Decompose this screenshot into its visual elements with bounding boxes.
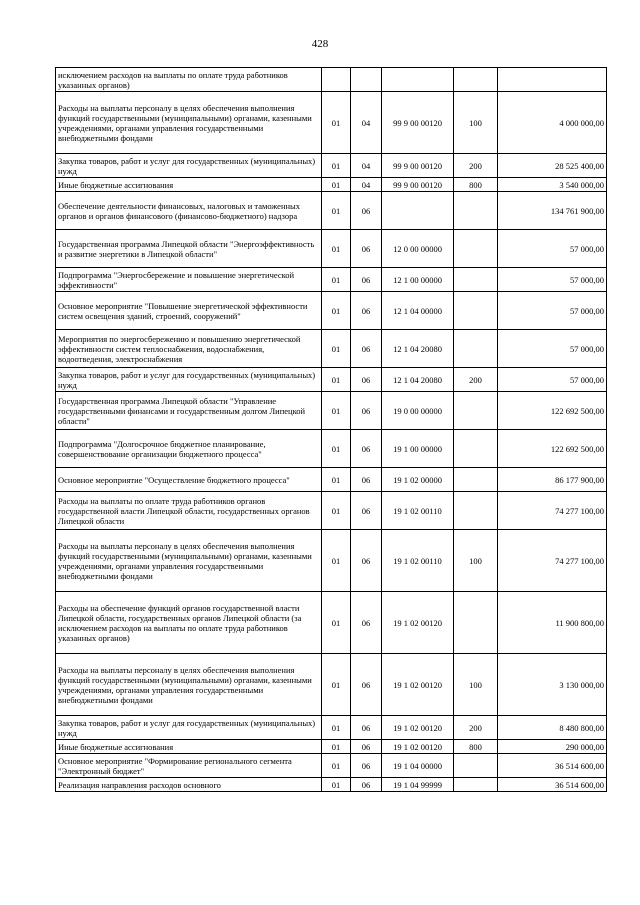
- subsection-code-cell: 06: [351, 230, 382, 268]
- target-article-cell: [382, 68, 454, 92]
- item-name-cell: Государственная программа Липецкой области "Управление государственными финансами и государственным долгом Липецкой области": [56, 392, 322, 430]
- subsection-code-cell: 06: [351, 468, 382, 492]
- target-article-cell: 19 1 04 99999: [382, 778, 454, 792]
- table-row: [56, 530, 607, 592]
- target-article-cell: 19 1 00 00000: [382, 430, 454, 468]
- target-article-cell: 19 1 02 00000: [382, 468, 454, 492]
- target-article-cell: 12 1 04 20080: [382, 330, 454, 368]
- target-article-cell: 19 1 04 00000: [382, 754, 454, 778]
- section-code-cell: 01: [322, 230, 351, 268]
- subsection-code-cell: 06: [351, 754, 382, 778]
- section-code-cell: 01: [322, 740, 351, 754]
- amount-cell: 3 130 000,00: [498, 654, 607, 716]
- expense-type-cell: [454, 592, 498, 654]
- section-code-cell: 01: [322, 292, 351, 330]
- amount-cell: 134 761 900,00: [498, 192, 607, 230]
- item-name-cell: Основное мероприятие "Осуществление бюджетного процесса": [56, 468, 322, 492]
- item-name-cell: Закупка товаров, работ и услуг для государственных (муниципальных) нужд: [56, 716, 322, 740]
- amount-cell: 4 000 000,00: [498, 92, 607, 154]
- target-article-cell: 19 1 02 00110: [382, 530, 454, 592]
- subsection-code-cell: 06: [351, 192, 382, 230]
- section-code-cell: 01: [322, 330, 351, 368]
- expense-type-cell: 100: [454, 530, 498, 592]
- section-code-cell: 01: [322, 392, 351, 430]
- item-name-cell: Подпрограмма "Энергосбережение и повышение энергетической эффективности": [56, 268, 322, 292]
- amount-cell: 74 277 100,00: [498, 530, 607, 592]
- section-code-cell: 01: [322, 754, 351, 778]
- target-article-cell: [382, 192, 454, 230]
- subsection-code-cell: 04: [351, 92, 382, 154]
- budget-table: [55, 67, 607, 792]
- table-row: [56, 430, 607, 468]
- expense-type-cell: [454, 330, 498, 368]
- item-name-cell: Закупка товаров, работ и услуг для государственных (муниципальных) нужд: [56, 154, 322, 178]
- expense-type-cell: [454, 292, 498, 330]
- amount-cell: 11 900 800,00: [498, 592, 607, 654]
- expense-type-cell: 800: [454, 178, 498, 192]
- table-row: [56, 592, 607, 654]
- target-article-cell: 99 9 00 00120: [382, 92, 454, 154]
- table-row: [56, 92, 607, 154]
- target-article-cell: 12 1 04 20080: [382, 368, 454, 392]
- table-row: [56, 492, 607, 530]
- expense-type-cell: [454, 468, 498, 492]
- item-name-cell: Расходы на обеспечение функций органов государственной власти Липецкой области, государственных органов Липецкой области (за исключением расходов на выплаты по оплате труда работников указанных органов): [56, 592, 322, 654]
- target-article-cell: 19 1 02 00120: [382, 716, 454, 740]
- target-article-cell: 99 9 00 00120: [382, 178, 454, 192]
- amount-cell: 122 692 500,00: [498, 430, 607, 468]
- amount-cell: 57 000,00: [498, 230, 607, 268]
- expense-type-cell: [454, 492, 498, 530]
- item-name-cell: Основное мероприятие "Формирование регионального сегмента "Электронный бюджет": [56, 754, 322, 778]
- amount-cell: 122 692 500,00: [498, 392, 607, 430]
- section-code-cell: 01: [322, 430, 351, 468]
- table-row: [56, 268, 607, 292]
- expense-type-cell: 200: [454, 368, 498, 392]
- target-article-cell: 19 0 00 00000: [382, 392, 454, 430]
- table-row: [56, 740, 607, 754]
- table-row: [56, 292, 607, 330]
- item-name-cell: Расходы на выплаты персоналу в целях обеспечения выполнения функций государственными (муниципальными) органами, казенными учреждениями, органами управления государственными внебюджетными фондами: [56, 530, 322, 592]
- subsection-code-cell: 06: [351, 530, 382, 592]
- item-name-cell: Мероприятия по энергосбережению и повышению энергетической эффективности систем теплоснабжения, водоснабжения, водоотведения, электроснабжения: [56, 330, 322, 368]
- section-code-cell: [322, 68, 351, 92]
- item-name-cell: Подпрограмма "Долгосрочное бюджетное планирование, совершенствование организации бюджетного процесса": [56, 430, 322, 468]
- table-row: [56, 178, 607, 192]
- table-row: [56, 778, 607, 792]
- section-code-cell: 01: [322, 368, 351, 392]
- section-code-cell: 01: [322, 92, 351, 154]
- expense-type-cell: 100: [454, 92, 498, 154]
- item-name-cell: исключением расходов на выплаты по оплате труда работников указанных органов): [56, 68, 322, 92]
- expense-type-cell: 200: [454, 716, 498, 740]
- expense-type-cell: 800: [454, 740, 498, 754]
- subsection-code-cell: 04: [351, 154, 382, 178]
- subsection-code-cell: 06: [351, 368, 382, 392]
- subsection-code-cell: 04: [351, 178, 382, 192]
- table-row: [56, 716, 607, 740]
- target-article-cell: 12 1 00 00000: [382, 268, 454, 292]
- amount-cell: 57 000,00: [498, 330, 607, 368]
- subsection-code-cell: 06: [351, 430, 382, 468]
- budget-table-body: [56, 68, 607, 792]
- section-code-cell: 01: [322, 268, 351, 292]
- subsection-code-cell: 06: [351, 330, 382, 368]
- item-name-cell: Расходы на выплаты по оплате труда работников органов государственной власти Липецкой области, государственных органов Липецкой области: [56, 492, 322, 530]
- table-row: [56, 468, 607, 492]
- table-row: [56, 192, 607, 230]
- item-name-cell: Расходы на выплаты персоналу в целях обеспечения выполнения функций государственными (муниципальными) органами, казенными учреждениями, органами управления государственными внебюджетными фондами: [56, 654, 322, 716]
- subsection-code-cell: 06: [351, 592, 382, 654]
- table-row: [56, 368, 607, 392]
- target-article-cell: 19 1 02 00120: [382, 654, 454, 716]
- expense-type-cell: [454, 268, 498, 292]
- section-code-cell: 01: [322, 530, 351, 592]
- amount-cell: 86 177 900,00: [498, 468, 607, 492]
- amount-cell: 36 514 600,00: [498, 754, 607, 778]
- subsection-code-cell: 06: [351, 268, 382, 292]
- amount-cell: 74 277 100,00: [498, 492, 607, 530]
- expense-type-cell: [454, 778, 498, 792]
- amount-cell: 8 480 800,00: [498, 716, 607, 740]
- item-name-cell: Иные бюджетные ассигнования: [56, 178, 322, 192]
- section-code-cell: 01: [322, 654, 351, 716]
- item-name-cell: Закупка товаров, работ и услуг для государственных (муниципальных) нужд: [56, 368, 322, 392]
- section-code-cell: 01: [322, 178, 351, 192]
- amount-cell: 3 540 000,00: [498, 178, 607, 192]
- section-code-cell: 01: [322, 492, 351, 530]
- expense-type-cell: [454, 754, 498, 778]
- subsection-code-cell: 06: [351, 778, 382, 792]
- target-article-cell: 12 1 04 00000: [382, 292, 454, 330]
- item-name-cell: Расходы на выплаты персоналу в целях обеспечения выполнения функций государственными (муниципальными) органами, казенными учреждениями, органами управления государственными внебюджетными фондами: [56, 92, 322, 154]
- expense-type-cell: 200: [454, 154, 498, 178]
- subsection-code-cell: 06: [351, 654, 382, 716]
- table-row: [56, 754, 607, 778]
- subsection-code-cell: 06: [351, 292, 382, 330]
- section-code-cell: 01: [322, 778, 351, 792]
- section-code-cell: 01: [322, 468, 351, 492]
- section-code-cell: 01: [322, 592, 351, 654]
- expense-type-cell: [454, 230, 498, 268]
- item-name-cell: Реализация направления расходов основного: [56, 778, 322, 792]
- table-row: [56, 392, 607, 430]
- amount-cell: 290 000,00: [498, 740, 607, 754]
- table-row: [56, 154, 607, 178]
- item-name-cell: Обеспечение деятельности финансовых, налоговых и таможенных органов и органов финансового (финансово-бюджетного) надзора: [56, 192, 322, 230]
- subsection-code-cell: 06: [351, 716, 382, 740]
- subsection-code-cell: 06: [351, 492, 382, 530]
- table-row: [56, 330, 607, 368]
- section-code-cell: 01: [322, 192, 351, 230]
- page-number: 428: [311, 38, 329, 50]
- amount-cell: 57 000,00: [498, 268, 607, 292]
- target-article-cell: 19 1 02 00120: [382, 740, 454, 754]
- subsection-code-cell: [351, 68, 382, 92]
- section-code-cell: 01: [322, 716, 351, 740]
- expense-type-cell: [454, 68, 498, 92]
- expense-type-cell: [454, 430, 498, 468]
- item-name-cell: Основное мероприятие "Повышение энергетической эффективности систем освещения зданий, строений, сооружений": [56, 292, 322, 330]
- table-row: [56, 230, 607, 268]
- target-article-cell: 99 9 00 00120: [382, 154, 454, 178]
- item-name-cell: Иные бюджетные ассигнования: [56, 740, 322, 754]
- amount-cell: [498, 68, 607, 92]
- target-article-cell: 12 0 00 00000: [382, 230, 454, 268]
- amount-cell: 36 514 600,00: [498, 778, 607, 792]
- target-article-cell: 19 1 02 00120: [382, 592, 454, 654]
- target-article-cell: 19 1 02 00110: [382, 492, 454, 530]
- expense-type-cell: [454, 192, 498, 230]
- table-row: [56, 654, 607, 716]
- amount-cell: 28 525 400,00: [498, 154, 607, 178]
- subsection-code-cell: 06: [351, 392, 382, 430]
- amount-cell: 57 000,00: [498, 292, 607, 330]
- item-name-cell: Государственная программа Липецкой области "Энергоэффективность и развитие энергетики в Липецкой области": [56, 230, 322, 268]
- table-row: [56, 68, 607, 92]
- subsection-code-cell: 06: [351, 740, 382, 754]
- amount-cell: 57 000,00: [498, 368, 607, 392]
- expense-type-cell: [454, 392, 498, 430]
- section-code-cell: 01: [322, 154, 351, 178]
- expense-type-cell: 100: [454, 654, 498, 716]
